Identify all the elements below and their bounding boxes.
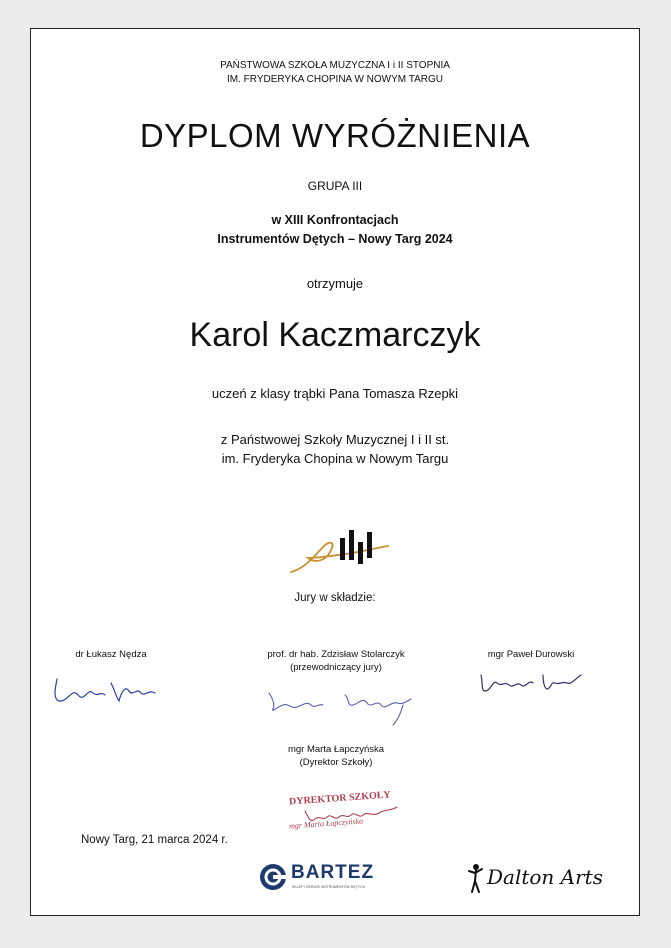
dalton-arts-logo bbox=[467, 861, 607, 895]
logo-bar bbox=[349, 530, 354, 560]
musician-figure-icon bbox=[467, 863, 485, 893]
event-name bbox=[31, 211, 639, 249]
jury-heading: Jury w składzie: bbox=[294, 592, 376, 604]
jury-member-name: dr Łukasz Nędza bbox=[75, 649, 147, 660]
jury-member-stolarczyk bbox=[236, 648, 436, 674]
jury-member-role: (przewodniczący jury) bbox=[290, 662, 382, 673]
jury-member-role: (Dyrektor Szkoły) bbox=[299, 757, 373, 768]
bartez-logo bbox=[259, 861, 379, 895]
group-label: GRUPA III bbox=[307, 179, 363, 193]
logo-bar bbox=[367, 532, 372, 558]
recipient-name: Karol Kaczmarczyk bbox=[189, 316, 481, 354]
school-header-line2: IM. FRYDERYKA CHOPINA W NOWYM TARGU bbox=[227, 74, 443, 85]
bartez-tagline: SKLEP I SERWIS INSTRUMENTÓW DĘTYCH bbox=[292, 885, 366, 889]
logo-bar bbox=[358, 542, 363, 564]
jury-member-name: mgr Marta Łapczyńska bbox=[287, 744, 385, 755]
school-header-line1: PAŃSTWOWA SZKOŁA MUZYCZNA I i II STOPNIA bbox=[220, 60, 450, 71]
diploma-title: DYPLOM WYRÓŻNIENIA bbox=[139, 117, 531, 154]
jury-member-durowski bbox=[471, 648, 591, 661]
stamp-name: mgr Marta Łapczyńska bbox=[288, 816, 364, 831]
bartez-wordmark: BARTEZ bbox=[291, 862, 375, 883]
event-line2: Instrumentów Dętych – Nowy Targ 2024 bbox=[217, 232, 453, 246]
logo-gold-swoosh bbox=[291, 543, 388, 572]
logo-bar bbox=[340, 538, 345, 560]
stamp-title: DYREKTOR SZKOŁY bbox=[288, 789, 392, 808]
signature-stolarczyk bbox=[263, 679, 423, 729]
place-and-date: Nowy Targ, 21 marca 2024 r. bbox=[81, 834, 228, 846]
diploma-page bbox=[30, 28, 640, 916]
festival-logo bbox=[286, 524, 396, 584]
student-description: uczeń z klasy trąbki Pana Tomasza Rzepki bbox=[211, 386, 459, 401]
jury-member-nedza bbox=[56, 648, 166, 661]
signature-durowski bbox=[477, 665, 587, 699]
school-header bbox=[31, 59, 639, 87]
event-line1: w XIII Konfrontacjach bbox=[271, 213, 399, 227]
bartez-emblem-icon bbox=[259, 863, 287, 891]
jury-member-name: prof. dr hab. Zdzisław Stolarczyk bbox=[267, 649, 405, 660]
school-description-line2: im. Fryderyka Chopina w Nowym Targu bbox=[221, 451, 449, 466]
signature-lapczynska bbox=[301, 799, 401, 827]
dalton-arts-wordmark: Dalton Arts bbox=[487, 865, 603, 889]
director-stamp bbox=[281, 789, 401, 839]
receives-label: otrzymuje bbox=[306, 276, 364, 291]
signature-nedza bbox=[49, 669, 164, 709]
jury-member-name: mgr Paweł Durowski bbox=[487, 649, 575, 660]
jury-member-lapczynska bbox=[236, 743, 436, 769]
school-description-line1: z Państwowej Szkoły Muzycznej I i II st. bbox=[220, 432, 450, 447]
school-description bbox=[31, 430, 639, 468]
